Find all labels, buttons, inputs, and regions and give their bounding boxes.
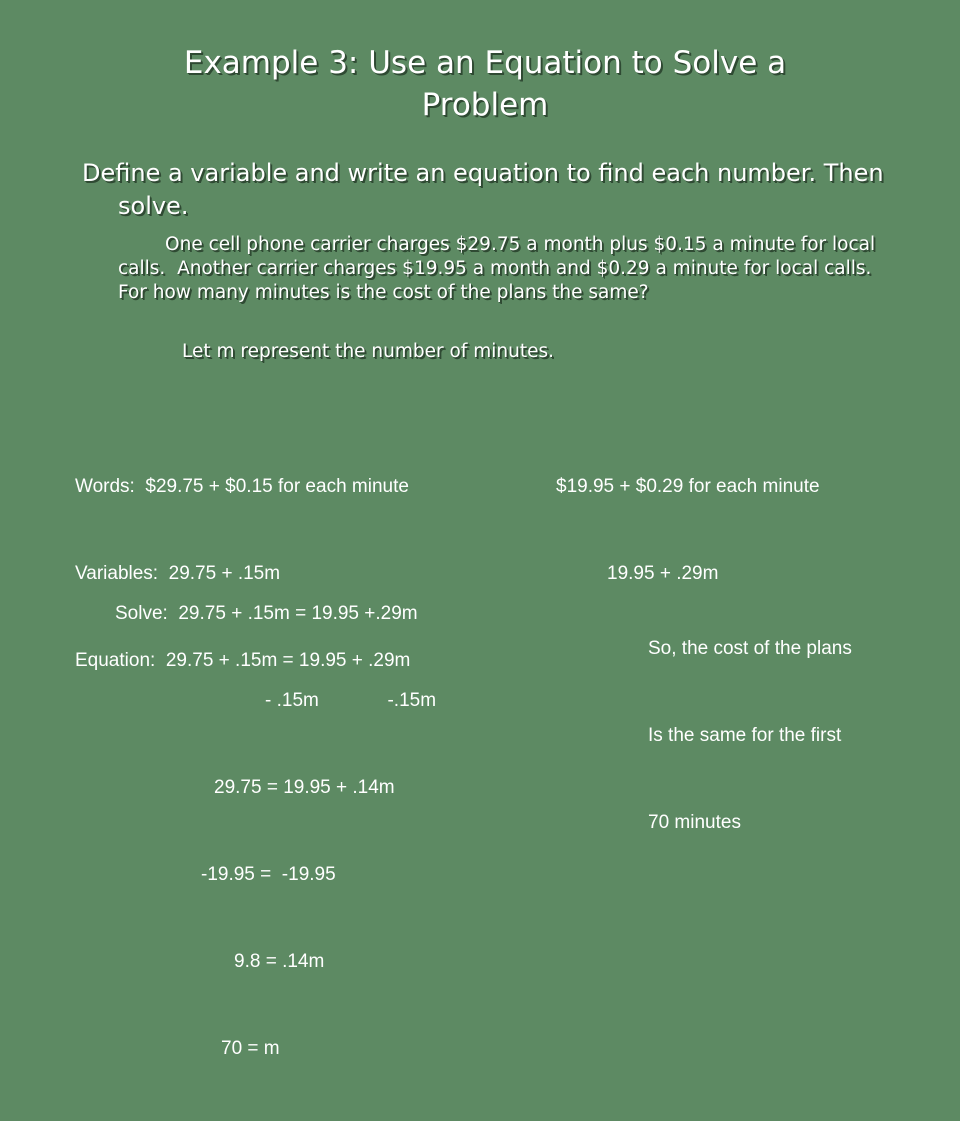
variable-definition: Let m represent the number of minutes. (182, 341, 554, 362)
conclusion-line: Is the same for the first (648, 725, 842, 746)
solve-step: - .15m -.15m (265, 690, 437, 711)
variables-line: Variables: 29.75 + .15m (75, 563, 281, 584)
problem-text: One cell phone carrier charges $29.75 a month plus $0.15 a minute for local calls. Another carrier charges $19.95 a month and $0.29 a minute for local calls. For how many minutes is the cost of the plans the same? (118, 234, 884, 303)
solve-steps (115, 541, 436, 1121)
solve-step: 29.75 = 19.95 + .14m (214, 777, 395, 798)
conclusion-line: So, the cost of the plans (648, 638, 852, 659)
title-line-2: Problem (421, 87, 549, 123)
slide-title (110, 42, 860, 126)
second-carrier-words: $19.95 + $0.29 for each minute (556, 476, 820, 497)
conclusion-line: 70 minutes (648, 812, 741, 833)
title-line-1: Example 3: Use an Equation to Solve a (183, 45, 787, 81)
solve-step: Solve: 29.75 + .15m = 19.95 +.29m (115, 603, 418, 624)
second-carrier-variables: 19.95 + .29m (607, 563, 719, 584)
solve-step: 9.8 = .14m (234, 951, 325, 972)
words-line: Words: $29.75 + $0.15 for each minute (75, 476, 409, 497)
equation-line: Equation: 29.75 + .15m = 19.95 + .29m (75, 650, 411, 671)
conclusion-text (648, 576, 852, 895)
solve-step: -19.95 = -19.95 (201, 864, 336, 885)
solve-step: 70 = m (221, 1038, 280, 1059)
instruction-text: Define a variable and write an equation to find each number. Then solve. (82, 159, 884, 220)
